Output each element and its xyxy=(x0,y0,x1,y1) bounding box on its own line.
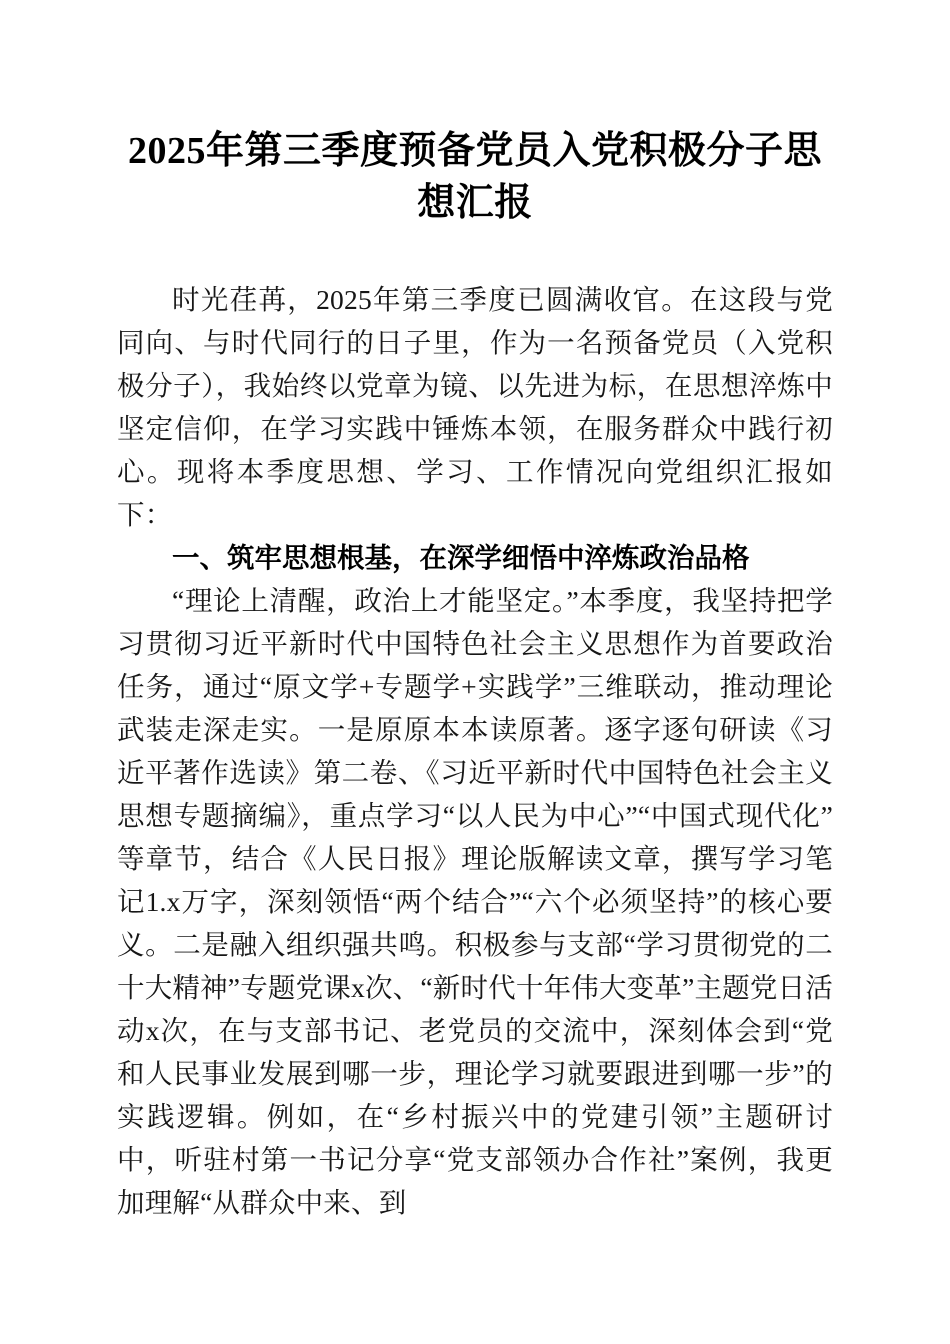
intro-paragraph: 时光荏苒，2025年第三季度已圆满收官。在这段与党同向、与时代同行的日子里，作为一名预备党员（入党积极分子），我始终以党章为镜、以先进为标，在思想淬炼中坚定信仰，在学习实践中锤炼本领，在服务群众中践行初心。现将本季度思想、学习、工作情况向党组织汇报如下： xyxy=(117,284,833,530)
page-title: 2025年第三季度预备党员入党积极分子思想汇报 xyxy=(127,130,822,224)
section-heading-one: 一、筑牢思想根基，在深学细悟中淬炼政治品格 xyxy=(172,542,750,573)
section-one-body: “理论上清醒，政治上才能坚定。”本季度，我坚持把学习贯彻习近平新时代中国特色社会主义思想作为首要政治任务，通过“原文学+专题学+实践学”三维联动，推动理论武装走深走实。一是原原本本读原著。逐字逐句研读《习近平著作选读》第二卷、《习近平新时代中国特色社会主义思想专题摘编》，重点学习“以人民为中心”“中国式现代化”等章节，结合《人民日报》理论版解读文章，撰写学习笔记1.x万字，深刻领悟“两个结合”“六个必须坚持”的核心要义。二是融入组织强共鸣。积极参与支部“学习贯彻党的二十大精神”专题党课x次、“新时代十年伟大变革”主题党日活动x次，在与支部书记、老党员的交流中，深刻体会到“党和人民事业发展到哪一步，理论学习就要跟进到哪一步”的实践逻辑。例如，在“乡村振兴中的党建引领”主题研讨中，听驻村第一书记分享“党支部领办合作社”案例，我更加理解“从群众中来、到 xyxy=(117,585,833,1218)
page-content xyxy=(117,0,833,1224)
